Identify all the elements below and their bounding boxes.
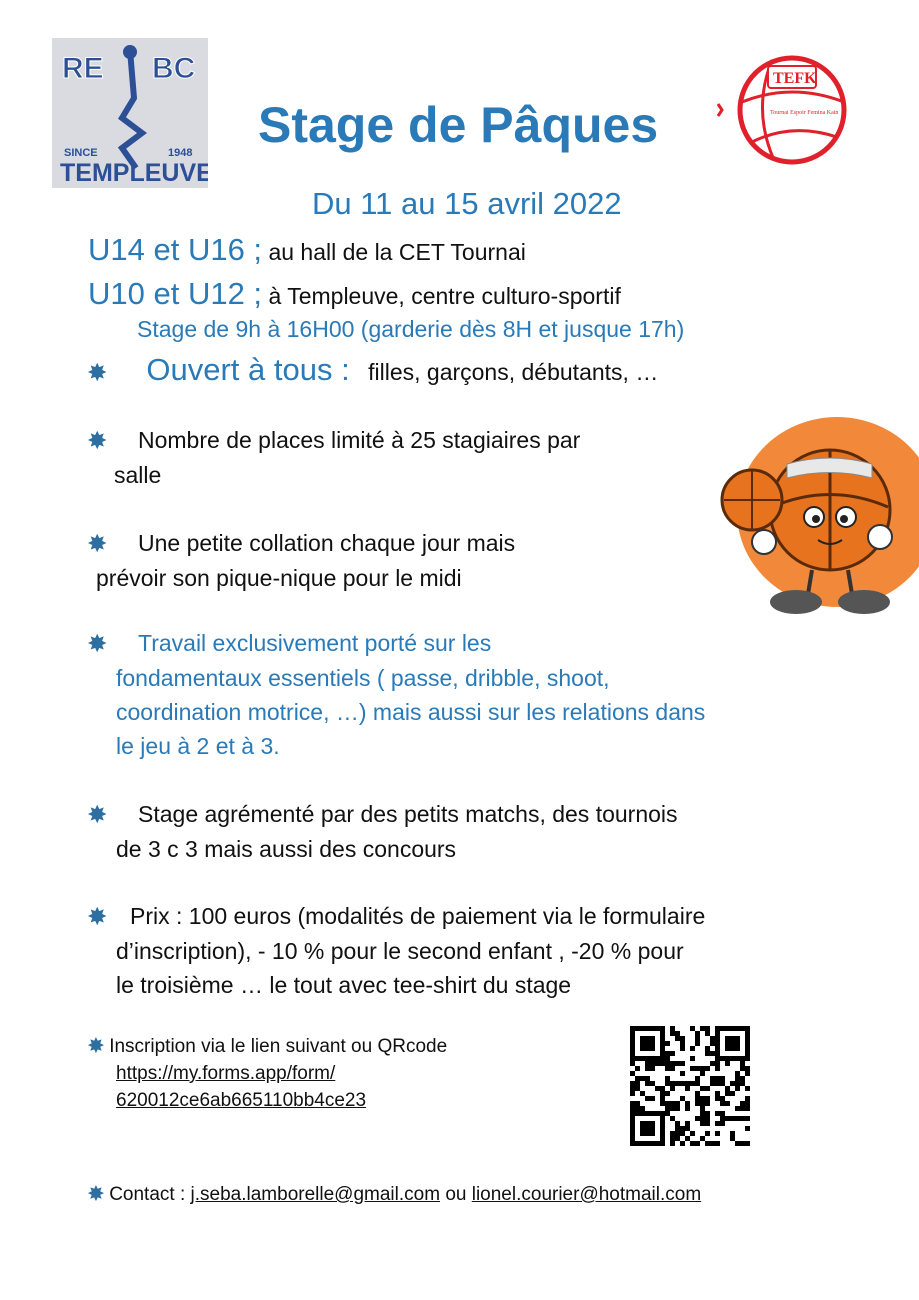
form-link-line1[interactable]: https://my.forms.app/form/	[116, 1063, 336, 1084]
bullet-line: Travail exclusivement porté sur les	[138, 630, 492, 656]
contact-email-1[interactable]: j.seba.lamborelle@gmail.com	[190, 1184, 441, 1205]
group-teams: U10 et U12 ;	[88, 276, 263, 311]
contact-or: ou	[445, 1184, 467, 1205]
bullet-line: coordination motrice, …) mais aussi sur les relations dans	[116, 699, 706, 725]
bullet-line: Une petite collation chaque jour mais	[138, 530, 516, 556]
asterisk-bullet-icon: ✸	[88, 904, 107, 929]
bullet-line: Stage agrémenté par des petits matchs, des tournois	[138, 801, 678, 827]
group-place: au hall de la CET Tournai	[268, 239, 526, 265]
basketball-mascot	[712, 412, 919, 622]
open-label: Ouvert à tous :	[146, 352, 350, 387]
bullet-line: le jeu à 2 et à 3.	[116, 733, 280, 759]
svg-text:TEMPLEUVE: TEMPLEUVE	[60, 159, 208, 187]
bullet-prix	[88, 899, 868, 1002]
bullet-line: prévoir son pique-nique pour le midi	[96, 565, 462, 591]
bullet-line: d’inscription), - 10 % pour le second enfant , -20 % pour	[116, 938, 684, 964]
page-title: Stage de Pâques	[258, 97, 659, 153]
asterisk-bullet-icon: ✸	[88, 802, 107, 827]
group-u10-u12	[88, 276, 621, 312]
qr-code[interactable]	[630, 1026, 750, 1146]
svg-text:RE: RE	[62, 52, 104, 85]
open-value: filles, garçons, débutants, …	[368, 359, 659, 385]
open-to-all	[88, 352, 658, 388]
asterisk-bullet-icon: ✸	[88, 631, 107, 656]
svg-text:1948: 1948	[168, 147, 193, 159]
bullet-line: Nombre de places limité à 25 stagiaires par	[138, 427, 581, 453]
contact-email-2[interactable]: lionel.courier@hotmail.com	[471, 1184, 702, 1205]
bullet-line: de 3 c 3 mais aussi des concours	[116, 836, 457, 862]
asterisk-bullet-icon: ✸	[88, 360, 107, 385]
templeuve-logo	[52, 38, 208, 188]
tefk-logo	[712, 52, 862, 170]
inscription-label: Inscription via le lien suivant ou QRcode	[109, 1036, 448, 1057]
svg-text:Tournai Espoir Femina Kain: Tournai Espoir Femina Kain	[770, 110, 839, 116]
bullet-matchs	[88, 797, 848, 866]
svg-text:SINCE: SINCE	[64, 147, 98, 159]
group-teams: U14 et U16 ;	[88, 232, 263, 267]
asterisk-bullet-icon: ✸	[88, 531, 107, 556]
bullet-travail	[88, 626, 848, 763]
stage-schedule: Stage de 9h à 16H00 (garderie dès 8H et jusque 17h)	[137, 316, 685, 342]
contact-label: Contact :	[109, 1184, 186, 1205]
asterisk-bullet-icon: ✸	[88, 1036, 104, 1057]
bullet-collation	[88, 526, 688, 595]
bullet-line: salle	[114, 462, 162, 488]
svg-text:BC: BC	[152, 52, 196, 85]
group-u14-u16	[88, 232, 526, 268]
group-place: à Templeuve, centre culturo-sportif	[268, 283, 621, 309]
contact-block	[88, 1181, 701, 1208]
bullet-line: Prix : 100 euros (modalités de paiement via le formulaire	[130, 903, 706, 929]
svg-text:TEFK: TEFK	[773, 70, 817, 87]
bullet-line: le troisième … le tout avec tee-shirt du stage	[116, 972, 572, 998]
inscription-block	[88, 1033, 608, 1114]
asterisk-bullet-icon: ✸	[88, 428, 107, 453]
form-link-line2[interactable]: 620012ce6ab665110bb4ce23	[116, 1090, 367, 1111]
bullet-places	[88, 423, 688, 492]
bullet-line: fondamentaux essentiels ( passe, dribble, shoot,	[116, 665, 610, 691]
asterisk-bullet-icon: ✸	[88, 1184, 104, 1205]
stage-dates: Du 11 au 15 avril 2022	[312, 186, 622, 221]
